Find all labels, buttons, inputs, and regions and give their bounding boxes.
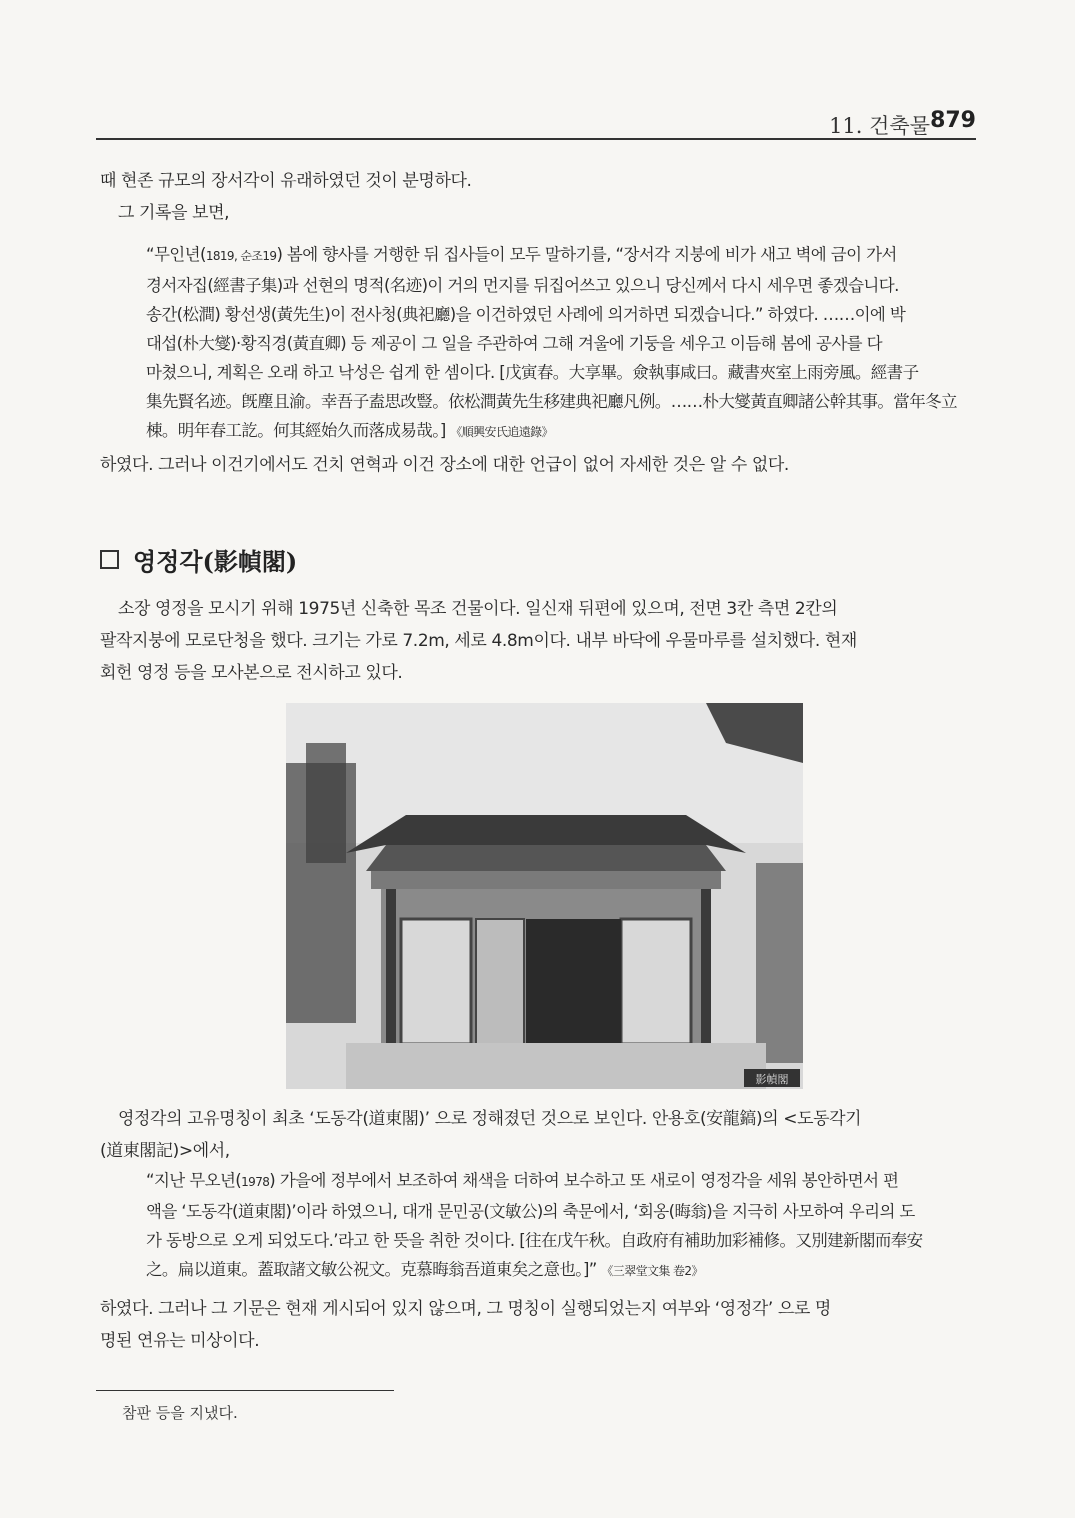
quote-block-2 bbox=[146, 1166, 972, 1286]
section-heading bbox=[100, 542, 297, 577]
quote1-line-5: 마쳤으니, 계획은 오래 하고 낙성은 쉽게 한 셈이다. [戊寅春。大享畢。僉執事咸曰。藏書夾室上雨旁風。經書子 bbox=[146, 363, 919, 382]
intro-line-2: 그 기록을 보면, bbox=[118, 203, 230, 223]
quote1-line-6: 集先賢名迹。旣塵且渝。幸吾子盍思改豎。依松澗黃先生移建典祀廳凡例。……朴大燮黃直卿諸公幹其事。當年冬立 bbox=[146, 392, 957, 411]
after-quote2-line-2: 명된 연유는 미상이다. bbox=[100, 1331, 260, 1351]
after-quote2-line-1: 하였다. 그러나 그 기문은 현재 게시되어 있지 않으며, 그 명칭이 실행되었는지 여부와 ‘영정각’ 으로 명 bbox=[100, 1299, 831, 1319]
quote1-date: 1819, 순조19 bbox=[205, 249, 277, 263]
intro-line-1: 때 현존 규모의 장서각이 유래하였던 것이 분명하다. bbox=[100, 171, 472, 191]
section-body-line-1: 소장 영정을 모시기 위해 1975년 신축한 목조 건물이다. 일신재 뒤편에 있으며, 전면 3칸 측면 2칸의 bbox=[118, 599, 838, 619]
quote1-line-4: 대섭(朴大燮)·황직경(黃直卿) 등 제공이 그 일을 주관하여 그해 겨울에 기둥을 세우고 이듬해 봄에 공사를 다 bbox=[146, 334, 882, 353]
section-body-line-2: 팔작지붕에 모로단청을 했다. 크기는 가로 7.2m, 세로 4.8m이다. 내부 바닥에 우물마루를 설치했다. 현재 bbox=[100, 631, 857, 651]
quote1-line-1 bbox=[146, 240, 972, 271]
page-header bbox=[96, 108, 976, 140]
footnote: 참판 등을 지냈다. bbox=[122, 1404, 238, 1422]
quote1-line-1-a: “무인년( bbox=[146, 245, 206, 264]
quote2-line-1-a: “지난 무오년( bbox=[146, 1171, 242, 1190]
body2-line-2: (道東閣記)>에서, bbox=[100, 1141, 230, 1161]
quote1-line-2: 경서자집(經書子集)과 선현의 명적(名迹)이 거의 먼지를 뒤집어쓰고 있으니 당신께서 다시 세우면 좋겠습니다. bbox=[146, 276, 899, 295]
quote1-line-7 bbox=[146, 416, 972, 447]
section-title: 영정각(影幀閣) bbox=[133, 547, 298, 576]
pavilion-photo bbox=[286, 703, 803, 1089]
quote2-line-2: 액을 ‘도동각(道東閣)’이라 하였으니, 대개 문민공(文敏公)의 축문에서, ‘회옹(晦翁)을 지극히 사모하여 우리의 도 bbox=[146, 1202, 915, 1221]
quote-block-1 bbox=[146, 240, 972, 447]
quote2-line-4 bbox=[146, 1255, 972, 1286]
footnote-divider bbox=[96, 1390, 394, 1391]
page-number: 879 bbox=[930, 108, 976, 133]
quote1-line-1-b: ) 봄에 향사를 거행한 뒤 집사들이 모두 말하기를, “장서각 지붕에 비가 새고 벽에 금이 가서 bbox=[276, 245, 897, 264]
sign-text: 影幀閣 bbox=[755, 1073, 789, 1086]
quote2-line-4-a: 之。扁以道東。蓋取諸文敏公祝文。克慕晦翁吾道東矣之意也。]” bbox=[146, 1260, 602, 1279]
quote2-source: 《三翠堂文集 卷2》 bbox=[601, 1264, 703, 1278]
quote1-line-3: 송간(松澗) 황선생(黃先生)이 전사청(典祀廳)을 이건하였던 사례에 의거하면 되겠습니다.” 하였다. ……이에 박 bbox=[146, 305, 906, 324]
section-body-line-3: 회헌 영정 등을 모사본으로 전시하고 있다. bbox=[100, 663, 403, 683]
after-quote1: 하였다. 그러나 이건기에서도 건치 연혁과 이건 장소에 대한 언급이 없어 자세한 것은 알 수 없다. bbox=[100, 455, 789, 475]
quote1-line-7-a: 棟。明年春工訖。何其經始久而落成易哉。] bbox=[146, 421, 451, 440]
quote2-line-1-b: ) 가을에 정부에서 보조하여 채색을 더하여 보수하고 또 새로이 영정각을 세워 봉안하면서 편 bbox=[269, 1171, 899, 1190]
quote2-line-3: 가 동방으로 오게 되었도다.’라고 한 뜻을 취한 것이다. [往在戊午秋。自政府有補助加彩補修。又別建新閣而奉安 bbox=[146, 1231, 923, 1250]
square-bullet-icon bbox=[100, 550, 119, 569]
quote2-line-1 bbox=[146, 1166, 972, 1197]
body2-line-1: 영정각의 고유명칭이 최초 ‘도동각(道東閣)’ 으로 정해졌던 것으로 보인다. 안용호(安龍鎬)의 <도동각기 bbox=[118, 1109, 862, 1129]
quote1-source: 《順興安氏追遠錄》 bbox=[450, 425, 553, 439]
quote2-date: 1978 bbox=[241, 1175, 270, 1189]
running-header-title: 11. 건축물 bbox=[829, 114, 930, 138]
